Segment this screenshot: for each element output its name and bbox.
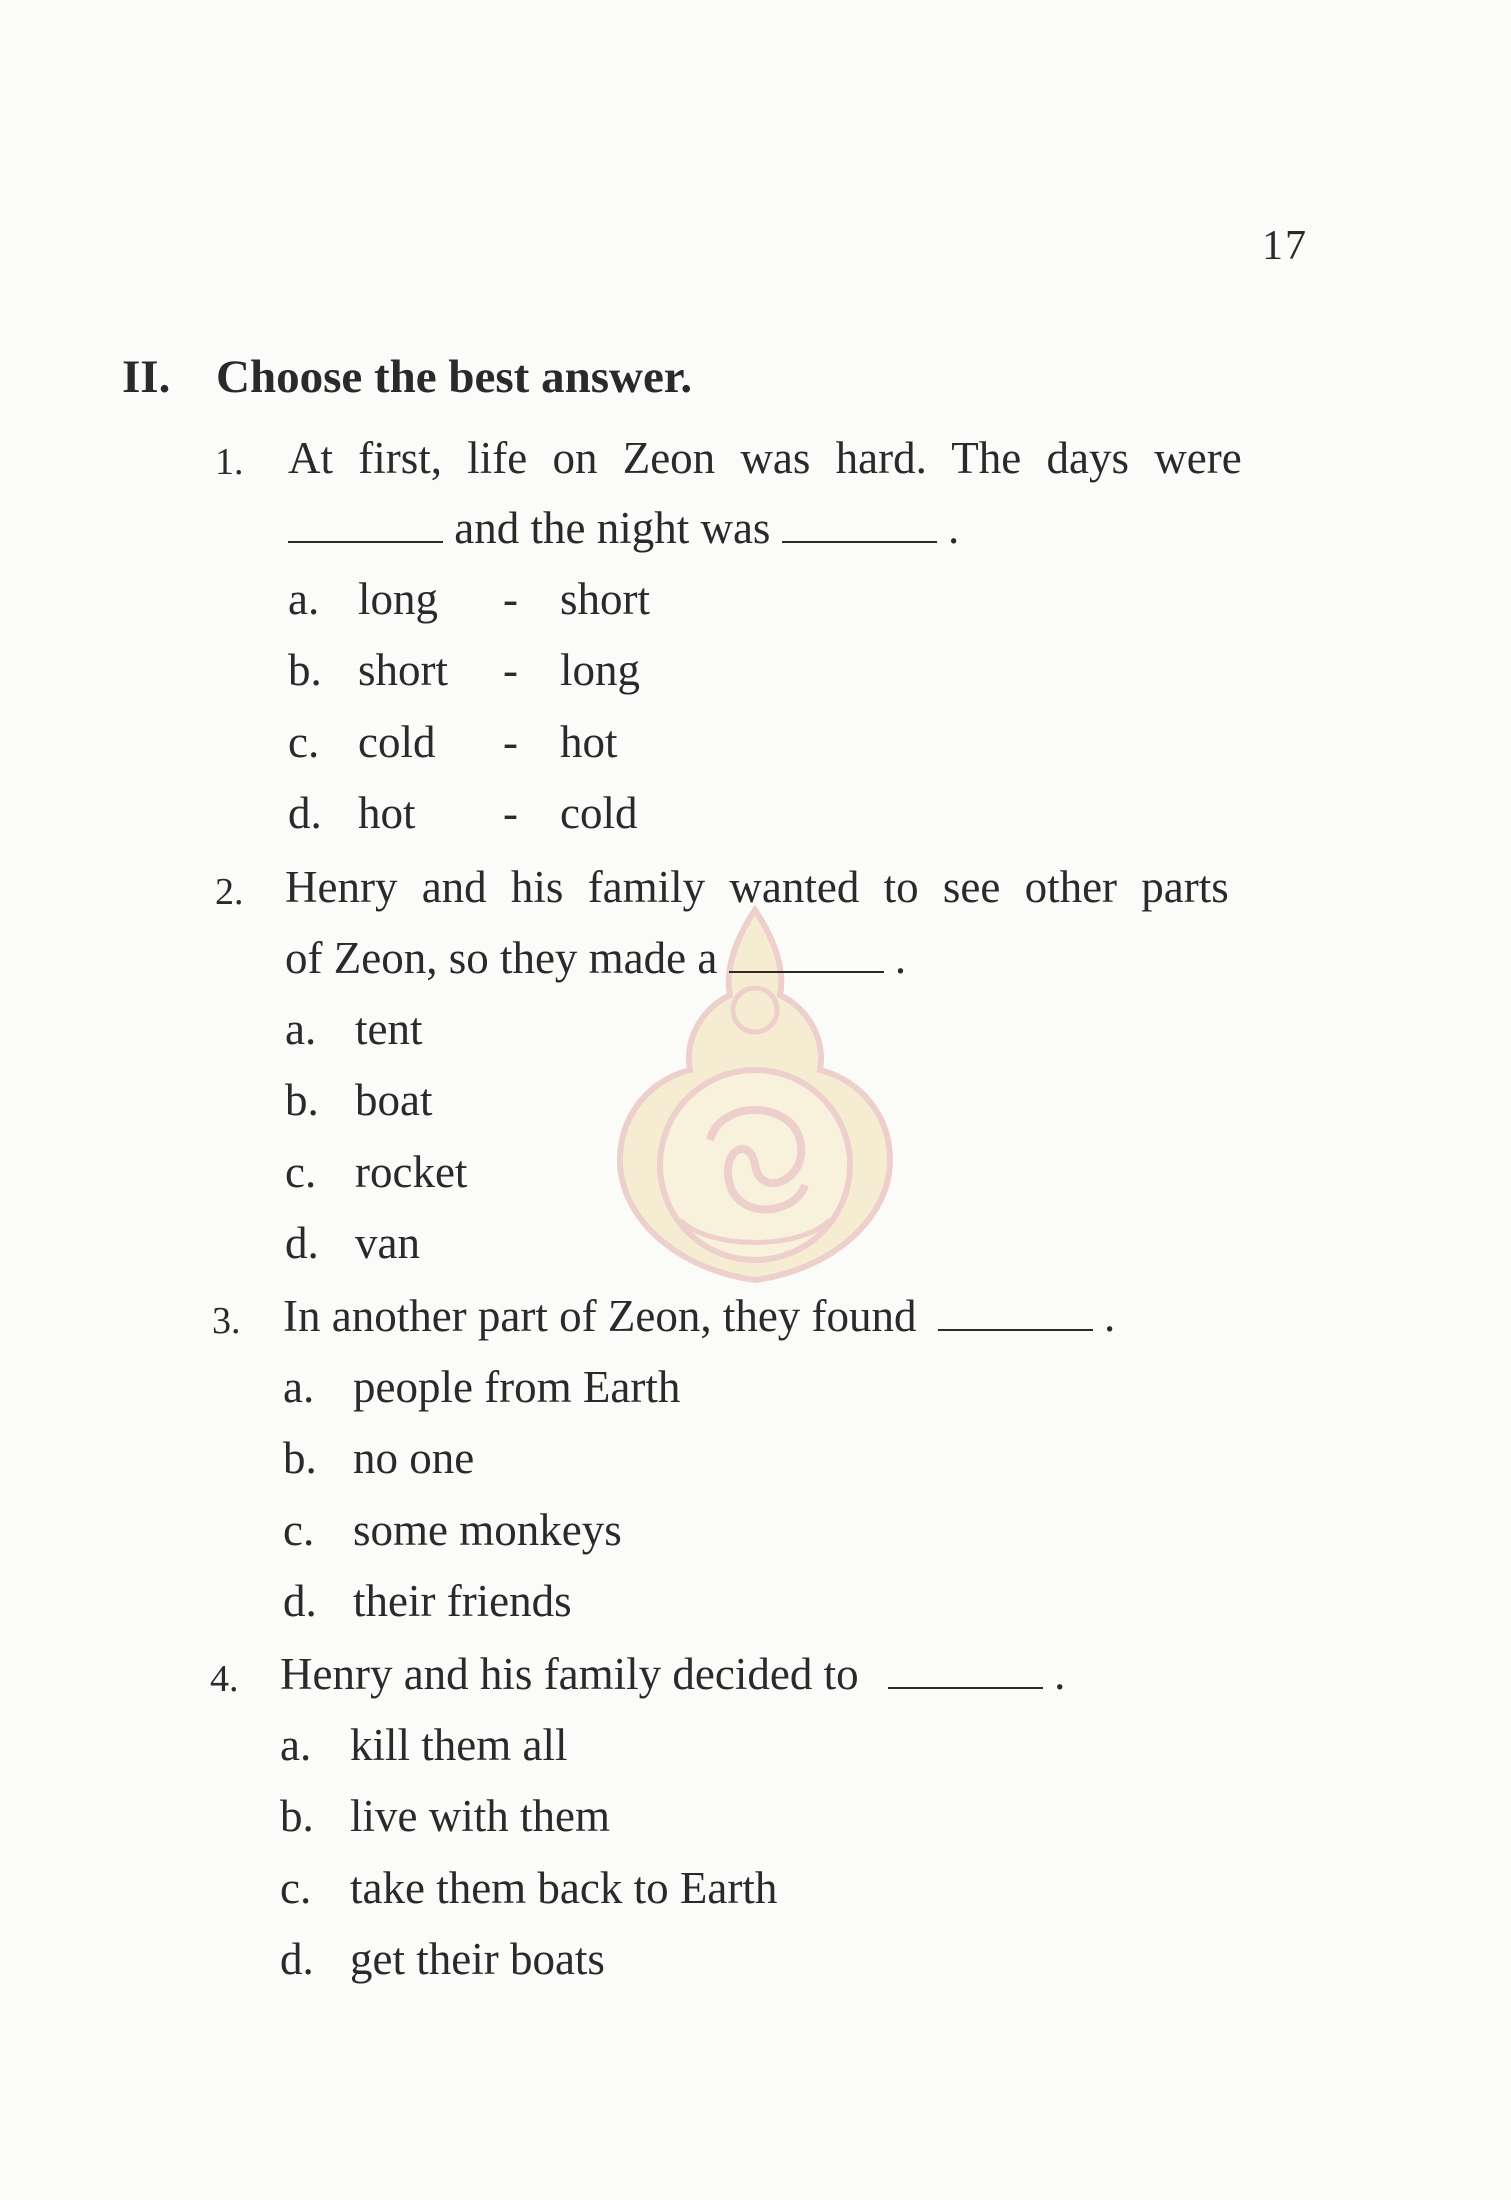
question-number: 3. bbox=[212, 1300, 241, 1342]
answer-blank bbox=[938, 1295, 1093, 1331]
option-row: b. boat bbox=[285, 1075, 433, 1125]
question-number: 2. bbox=[215, 871, 244, 913]
answer-blank bbox=[288, 507, 443, 543]
option-row: b. no one bbox=[283, 1433, 475, 1483]
answer-blank bbox=[729, 937, 884, 973]
option-row: d. hot - cold bbox=[288, 788, 638, 838]
answer-blank bbox=[888, 1653, 1043, 1689]
question-text: In another part of Zeon, they found . bbox=[283, 1291, 1116, 1341]
option-row: c. rocket bbox=[285, 1147, 468, 1197]
option-row: c. cold - hot bbox=[288, 717, 618, 767]
option-row: a. tent bbox=[285, 1004, 423, 1054]
question-text: Henry and his family wanted to see other parts bbox=[285, 862, 1229, 912]
answer-blank bbox=[782, 507, 937, 543]
page-number: 17 bbox=[1262, 223, 1308, 269]
question-text-continued: of Zeon, so they made a . bbox=[285, 933, 907, 983]
section-heading bbox=[122, 350, 692, 404]
section-title: Choose the best answer. bbox=[216, 351, 693, 403]
option-row: a. kill them all bbox=[280, 1720, 568, 1770]
question-text: At first, life on Zeon was hard. The days were bbox=[288, 433, 1242, 483]
question-text-continued: and the night was . bbox=[288, 502, 959, 554]
option-row: d. get their boats bbox=[280, 1934, 605, 1984]
question-number: 4. bbox=[210, 1658, 239, 1700]
option-row: a. people from Earth bbox=[283, 1362, 681, 1412]
option-row: c. some monkeys bbox=[283, 1505, 622, 1555]
option-row: b. short - long bbox=[288, 645, 641, 695]
question-text: Henry and his family decided to . bbox=[280, 1649, 1066, 1699]
option-row: c. take them back to Earth bbox=[280, 1863, 778, 1913]
option-row: d. their friends bbox=[283, 1576, 572, 1626]
option-row: b. live with them bbox=[280, 1791, 610, 1841]
section-numeral: II. bbox=[122, 351, 171, 403]
question-number: 1. bbox=[215, 441, 244, 483]
option-row: a. long - short bbox=[288, 574, 650, 624]
option-row: d. van bbox=[285, 1218, 420, 1268]
